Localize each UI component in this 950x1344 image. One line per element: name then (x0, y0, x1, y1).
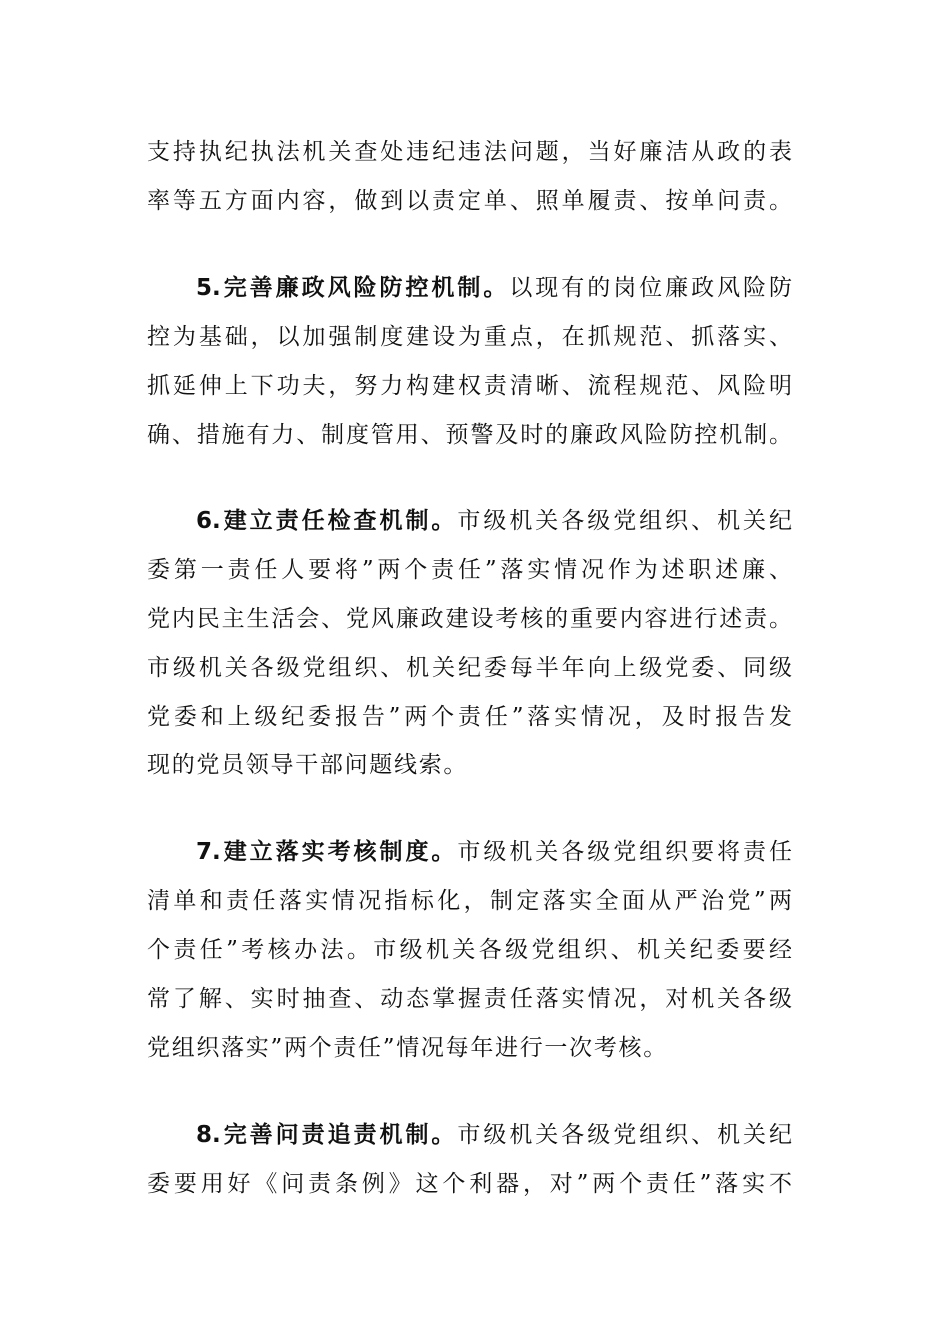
text-line: 清单和责任落实情况指标化，制定落实全面从严治党”两 (147, 888, 792, 914)
text-line: 党内民主生活会、党风廉政建设考核的重要内容进行述责。 (147, 606, 792, 632)
text-line: 确、措施有力、制度管用、预警及时的廉政风险防控机制。 (147, 422, 792, 448)
text-line: 支持执纪执法机关查处违纪违法问题，当好廉洁从政的表 (147, 139, 792, 165)
text-line (196, 1120, 792, 1150)
text-line: 党委和上级纪委报告”两个责任”落实情况，及时报告发 (147, 704, 792, 730)
text-line (196, 506, 792, 536)
text-line: 常了解、实时抽查、动态掌握责任落实情况，对机关各级 (147, 986, 792, 1012)
text-line: 个责任”考核办法。市级机关各级党组织、机关纪委要经 (147, 937, 792, 963)
text-line: 率等五方面内容，做到以责定单、照单履责、按单问责。 (147, 188, 792, 214)
text-line: 控为基础，以加强制度建设为重点，在抓规范、抓落实、 (147, 324, 792, 350)
paragraph-heading: 8.完善问责追责机制。 (196, 1122, 458, 1148)
text-line: 市级机关各级党组织、机关纪委每半年向上级党委、同级 (147, 655, 792, 681)
text-span: 以现有的岗位廉政风险防 (509, 275, 793, 301)
text-span: 市级机关各级党组织、机关纪 (457, 1122, 792, 1148)
paragraph-heading: 5.完善廉政风险防控机制。 (196, 275, 510, 301)
text-line: 委要用好《问责条例》这个利器，对”两个责任”落实不 (147, 1171, 792, 1197)
text-line: 抓延伸上下功夫，努力构建权责清晰、流程规范、风险明 (147, 373, 792, 399)
text-line (196, 273, 792, 303)
paragraph-heading: 7.建立落实考核制度。 (196, 839, 458, 865)
text-span: 市级机关各级党组织要将责任 (457, 839, 792, 865)
text-line (196, 837, 792, 867)
text-line: 党组织落实”两个责任”情况每年进行一次考核。 (147, 1035, 668, 1061)
text-line: 委第一责任人要将”两个责任”落实情况作为述职述廉、 (147, 557, 792, 583)
paragraph-heading: 6.建立责任检查机制。 (196, 508, 458, 534)
text-line: 现的党员领导干部问题线索。 (147, 752, 469, 778)
text-span: 市级机关各级党组织、机关纪 (457, 508, 792, 534)
